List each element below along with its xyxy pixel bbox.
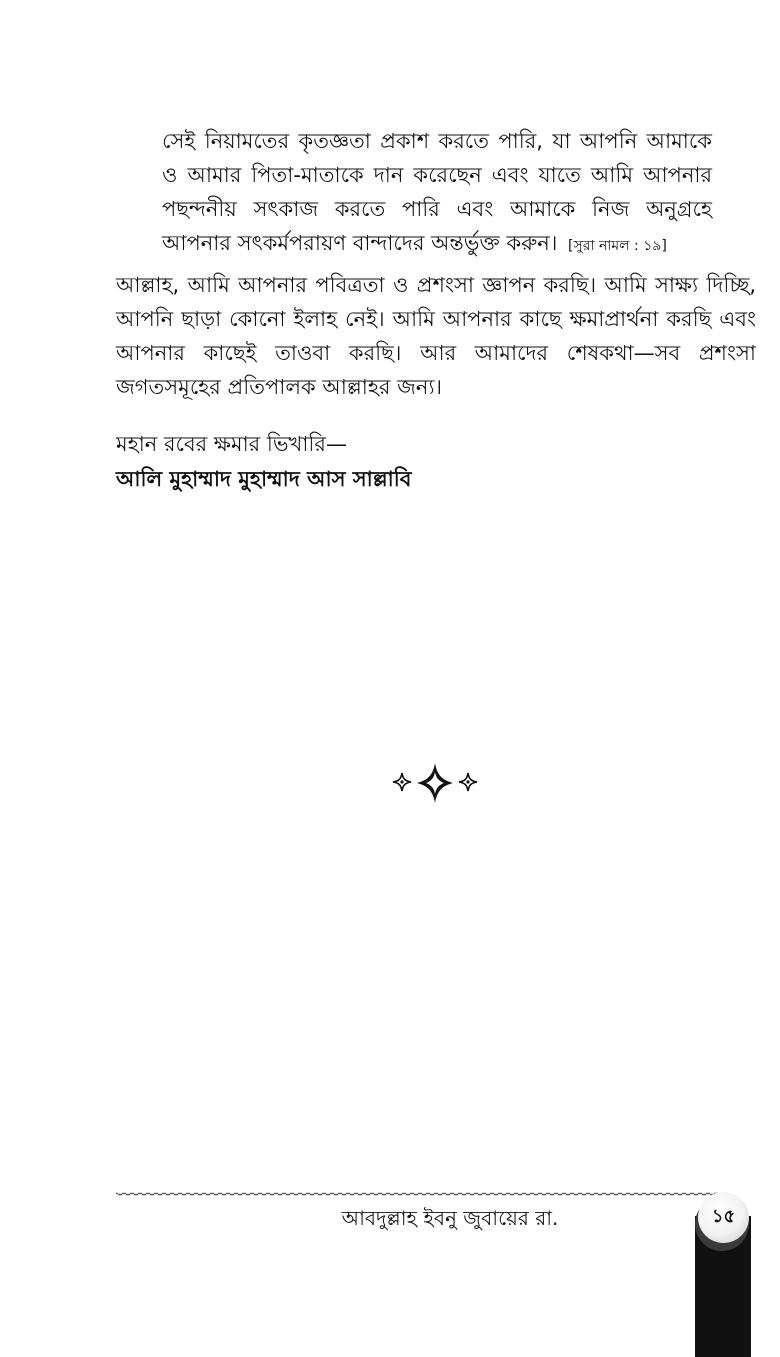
decorative-star-ornament-icon	[387, 760, 483, 806]
author-name: আলি মুহাম্মাদ মুহাম্মাদ আস সাল্লাবি	[116, 467, 412, 491]
running-footer-title: আবদুল্লাহ ইবনু জুবায়ের রা.	[341, 1206, 559, 1230]
footer-divider	[116, 1190, 720, 1198]
page-number: ১৫	[711, 1206, 736, 1227]
quoted-verse	[162, 124, 712, 263]
page-number-badge	[698, 1192, 749, 1243]
verse-reference: [সুরা নামল : ১৯]	[568, 238, 667, 254]
quoted-verse-text: সেই নিয়ামতের কৃতজ্ঞতা প্রকাশ করতে পারি, যা আপনি আমাকে ও আমার পিতা-মাতাকে দান করেছেন এবং যাতে আমি আপনার পছন্দনীয় সৎকাজ করতে পারি এবং আমাকে নিজ অনুগ্রহে আপনার সৎকর্মপরায়ণ বান্দাদের অন্তর্ভুক্ত করুন।	[162, 129, 712, 255]
closing-paragraph: আল্লাহ, আমি আপনার পবিত্রতা ও প্রশংসা জ্ঞাপন করছি। আমি সাক্ষ্য দিচ্ছি, আপনি ছাড়া কোনো ইলাহ নেই। আমি আপনার কাছে ক্ষমাপ্রার্থনা করছি এবং আপনার কাছেই তাওবা করছি। আর আমাদের শেষকথা—সব প্রশংসা জগতসমূহের প্রতিপালক আল্লাহর জন্য।	[116, 273, 756, 399]
signature-line: মহান রবের ক্ষমার ভিখারি—	[116, 432, 347, 456]
